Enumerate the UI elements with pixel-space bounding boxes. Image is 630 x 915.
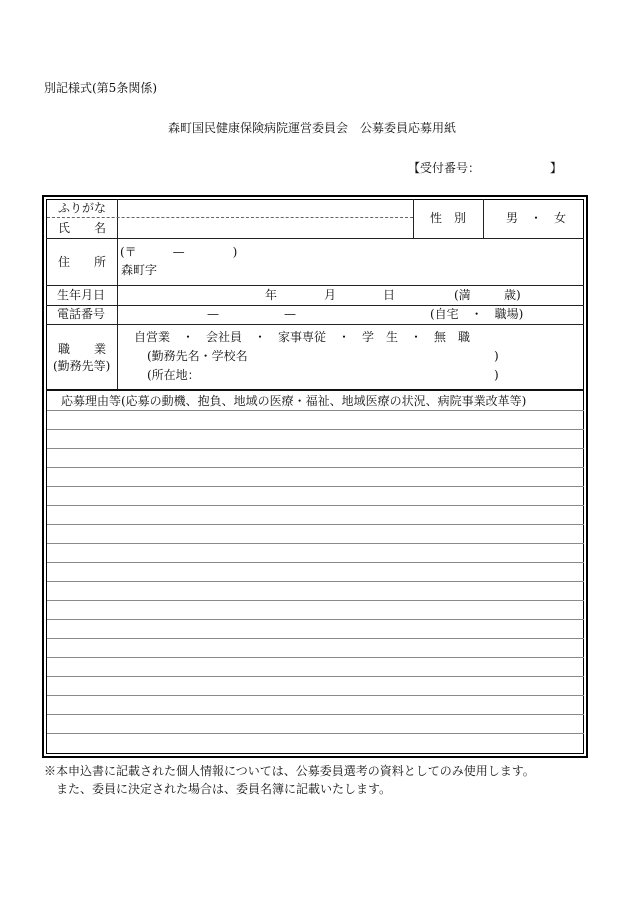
reason-ruled-line (47, 676, 584, 677)
phone-label: 電話番号 (57, 307, 106, 321)
reason-ruled-line (47, 714, 584, 715)
gender-label: 性 別 (430, 211, 467, 225)
name-label: 氏 名 (58, 221, 107, 235)
workplace-label: (勤務先名・学校名 (147, 349, 248, 363)
receipt-number-close-bracket: 】 (550, 161, 563, 175)
reason-ruled-line (47, 657, 584, 658)
occupation-options: 自営業 ・ 会社員 ・ 家事専従 ・ 学 生 ・ 無 職 (134, 330, 471, 344)
age-close-label: 歳) (504, 288, 521, 302)
row-divider-phone (46, 324, 584, 325)
form-title: 森町国民健康保険病院運営委員会 公募委員応募用紙 (168, 121, 457, 135)
gender-options: 男 ・ 女 (506, 211, 567, 225)
reason-ruled-line (47, 429, 584, 430)
reason-ruled-line (47, 733, 584, 734)
reason-ruled-line (47, 695, 584, 696)
address-label: 住 所 (58, 255, 107, 269)
reason-ruled-line (47, 562, 584, 563)
reason-ruled-line (47, 410, 584, 411)
reason-ruled-line (47, 486, 584, 487)
reason-ruled-line (47, 543, 584, 544)
reason-ruled-line (47, 505, 584, 506)
reason-ruled-line (47, 448, 584, 449)
name-field (118, 218, 413, 238)
row-divider-occupation (46, 389, 584, 391)
reason-ruled-line (47, 619, 584, 620)
occupation-sublabel: (勤務先等) (53, 359, 111, 373)
gender-label-divider (413, 199, 414, 238)
form-reference-label: 別記様式(第5条関係) (44, 81, 157, 95)
phone-dash-2: — (284, 307, 296, 321)
birthdate-month-unit: 月 (324, 288, 337, 302)
location-label: (所在地： (147, 368, 200, 382)
birthdate-label: 生年月日 (57, 288, 106, 302)
furigana-label: ふりがな (58, 201, 107, 215)
birthdate-day-unit: 日 (383, 288, 396, 302)
phone-type-options: (自宅 ・ 職場) (430, 307, 524, 321)
reason-ruled-line (47, 638, 584, 639)
address-prefix: 森町字 (121, 263, 158, 277)
row-divider-birthdate (46, 305, 584, 306)
occupation-label: 職 業 (58, 342, 107, 356)
gender-options-divider (483, 199, 484, 238)
application-table-inner-border (46, 199, 584, 754)
reason-ruled-line (47, 524, 584, 525)
birthdate-year-unit: 年 (265, 288, 278, 302)
reason-label: 応募理由等(応募の動機、抱負、地域の医療・福祉、地域医療の状況、病院事業改革等) (61, 394, 527, 408)
phone-dash-1: — (207, 307, 219, 321)
age-open-label: (満 (454, 288, 471, 302)
committee-list-note: また、委員に決定された場合は、委員名簿に記載いたします。 (56, 782, 392, 796)
receipt-number-label: 【受付番号： (408, 161, 481, 175)
row-divider-address (46, 285, 584, 286)
furigana-field (118, 200, 413, 217)
reason-ruled-line (47, 467, 584, 468)
row-divider-name (46, 238, 584, 239)
location-close-paren: ) (494, 368, 499, 382)
postal-code-line: (〒 — ) (120, 245, 238, 259)
workplace-close-paren: ) (494, 349, 499, 363)
privacy-note: ※本申込書に記載された個人情報については、公募委員選考の資料としてのみ使用します。 (44, 764, 535, 778)
reason-ruled-line (47, 581, 584, 582)
reason-ruled-line (47, 600, 584, 601)
